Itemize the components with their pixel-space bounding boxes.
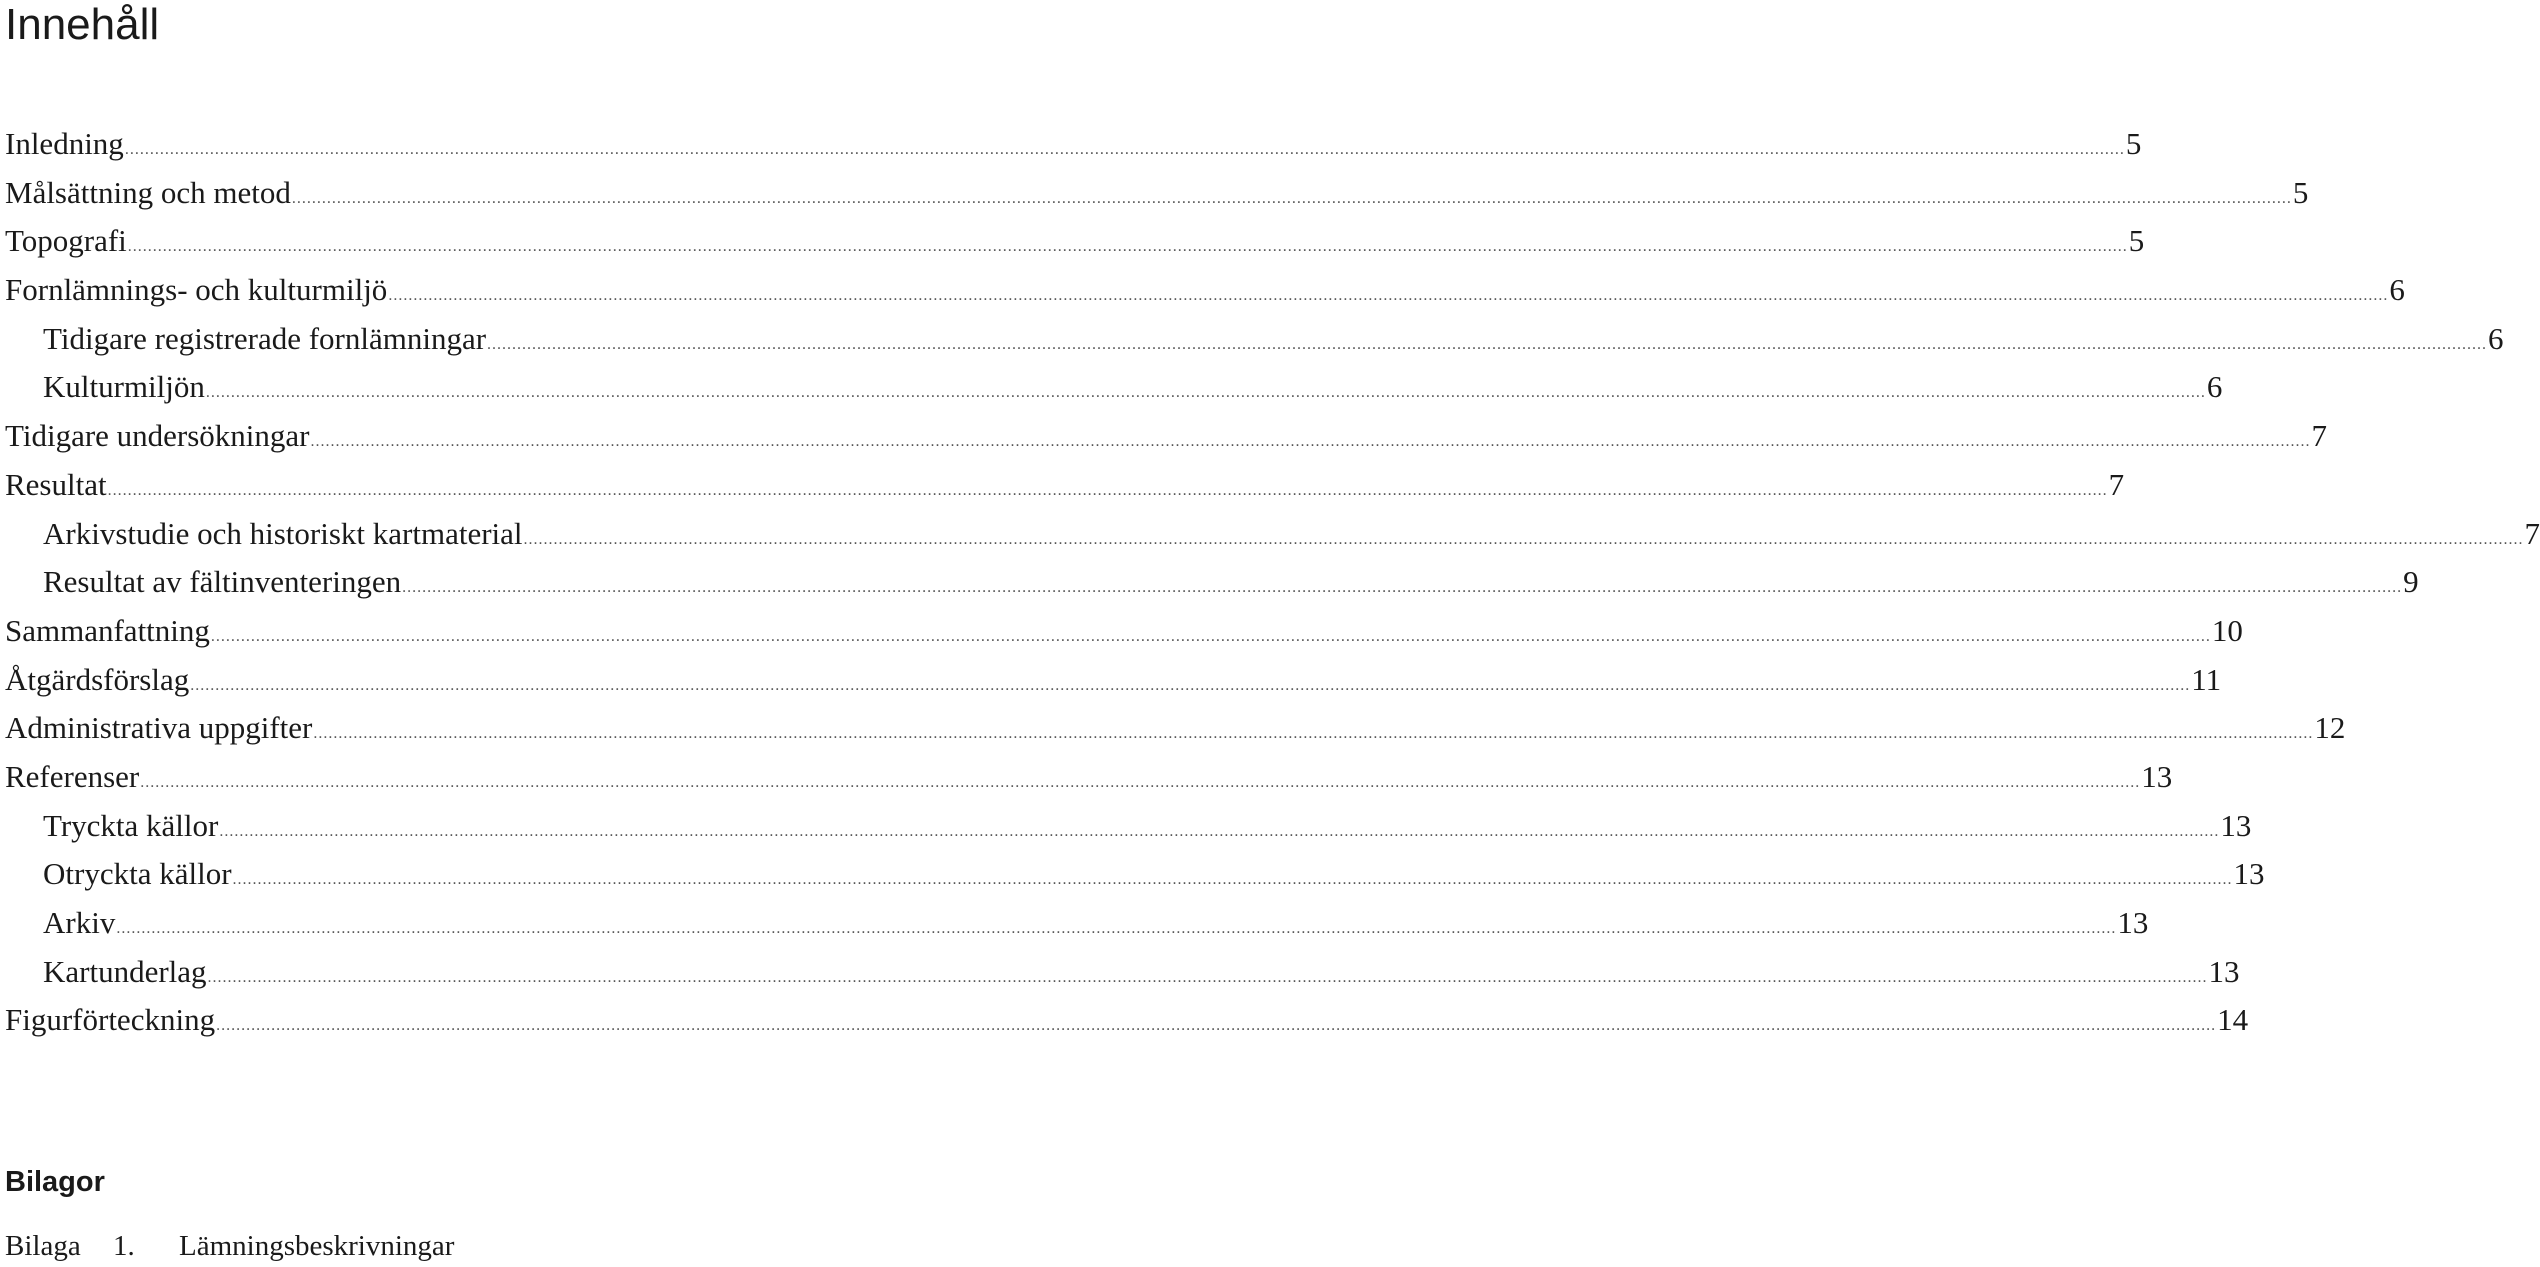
toc-entry-page-number: 7 xyxy=(2108,466,2125,502)
appendix-item-label: Bilaga xyxy=(5,1230,81,1262)
page-title: Innehåll xyxy=(5,0,160,49)
toc-entry[interactable] xyxy=(0,704,2346,753)
toc-dot-leader: ................................................................................................................................................................................................................................................................................................................................................................................................................ xyxy=(140,773,2141,791)
toc-entry-page-number: 7 xyxy=(2311,418,2328,454)
toc-entry-page-number: 10 xyxy=(2211,612,2243,648)
toc-subentry[interactable] xyxy=(0,315,2504,364)
toc-dot-leader: ................................................................................................................................................................................................................................................................................................................................................................................................................ xyxy=(107,481,2108,499)
toc-entry[interactable] xyxy=(0,753,2173,802)
table-of-contents xyxy=(0,120,2540,1045)
toc-entry-page-number: 13 xyxy=(2233,856,2265,892)
toc-subentry[interactable] xyxy=(0,948,2240,997)
toc-entry-page-number: 6 xyxy=(2488,320,2504,356)
toc-entry[interactable] xyxy=(0,656,2222,705)
toc-entry-label: Inledning xyxy=(5,126,124,161)
toc-entry[interactable] xyxy=(0,607,2243,656)
toc-entry-page-number: 6 xyxy=(2206,369,2223,405)
toc-subentry[interactable] xyxy=(0,802,2252,851)
toc-entry-label: Tryckta källor xyxy=(43,807,219,843)
toc-dot-leader: ................................................................................................................................................................................................................................................................................................................................................................................................................ xyxy=(116,920,2117,937)
toc-dot-leader: ................................................................................................................................................................................................................................................................................................................................................................................................................ xyxy=(124,141,2125,158)
toc-dot-leader: ................................................................................................................................................................................................................................................................................................................................................................................................................ xyxy=(127,238,2128,256)
toc-entry-page-number: 9 xyxy=(2403,564,2419,600)
toc-dot-leader: ................................................................................................................................................................................................................................................................................................................................................................................................................ xyxy=(402,579,2403,597)
toc-entry-label: Resultat xyxy=(5,466,107,502)
toc-dot-leader: ................................................................................................................................................................................................................................................................................................................................................................................................................ xyxy=(207,968,2208,986)
appendix-item-number: 1. xyxy=(113,1230,135,1262)
toc-dot-leader: ................................................................................................................................................................................................................................................................................................................................................................................................................ xyxy=(190,676,2191,694)
toc-dot-leader: ................................................................................................................................................................................................................................................................................................................................................................................................................ xyxy=(210,627,2211,645)
toc-dot-leader: ................................................................................................................................................................................................................................................................................................................................................................................................................ xyxy=(487,335,2488,353)
toc-dot-leader: ................................................................................................................................................................................................................................................................................................................................................................................................................ xyxy=(219,822,2220,840)
toc-subentry[interactable] xyxy=(0,510,2540,559)
toc-entry-page-number: 13 xyxy=(2208,953,2240,989)
appendix-heading: Bilagor xyxy=(5,1166,105,1198)
toc-entry-page-number: 13 xyxy=(2141,758,2173,794)
appendix-item-name: Lämningsbeskrivningar xyxy=(179,1230,455,1262)
toc-entry-label: Resultat av fältinventeringen xyxy=(43,564,402,600)
toc-entry-label: Administrativa uppgifter xyxy=(5,710,313,746)
toc-subentry[interactable] xyxy=(0,850,2265,899)
toc-entry-label: Arkivstudie och historiskt kartmaterial xyxy=(43,515,523,551)
toc-entry[interactable] xyxy=(0,461,2125,510)
toc-entry-label: Topografi xyxy=(5,223,127,259)
toc-entry-label: Figurförteckning xyxy=(5,1002,216,1038)
toc-entry[interactable] xyxy=(0,217,2145,266)
toc-entry-page-number: 12 xyxy=(2314,710,2346,746)
toc-entry-label: Målsättning och metod xyxy=(5,174,291,210)
toc-entry-label: Tidigare registrerade fornlämningar xyxy=(43,320,487,356)
toc-entry-page-number: 13 xyxy=(2220,807,2252,843)
toc-dot-leader: ................................................................................................................................................................................................................................................................................................................................................................................................................ xyxy=(232,871,2233,889)
toc-dot-leader: ................................................................................................................................................................................................................................................................................................................................................................................................................ xyxy=(313,725,2314,743)
toc-entry-label: Kartunderlag xyxy=(43,953,207,989)
toc-entry-page-number: 5 xyxy=(2128,223,2145,259)
toc-entry-page-number: 7 xyxy=(2524,515,2540,551)
toc-entry[interactable] xyxy=(0,412,2328,461)
toc-dot-leader: ................................................................................................................................................................................................................................................................................................................................................................................................................ xyxy=(216,1017,2217,1035)
toc-dot-leader: ................................................................................................................................................................................................................................................................................................................................................................................................................ xyxy=(205,384,2206,402)
toc-entry-label: Kulturmiljön xyxy=(43,369,205,405)
toc-entry-page-number: 13 xyxy=(2117,905,2149,940)
toc-entry-page-number: 6 xyxy=(2389,272,2405,308)
toc-dot-leader: ................................................................................................................................................................................................................................................................................................................................................................................................................ xyxy=(388,287,2389,305)
toc-entry-label: Tidigare undersökningar xyxy=(5,418,310,454)
toc-entry-label: Otryckta källor xyxy=(43,856,232,892)
toc-entry-label: Fornlämnings- och kulturmiljö xyxy=(5,272,388,308)
toc-dot-leader: ................................................................................................................................................................................................................................................................................................................................................................................................................ xyxy=(291,189,2292,207)
toc-entry-label: Åtgärdsförslag xyxy=(5,661,190,697)
toc-entry[interactable] xyxy=(0,996,2249,1045)
toc-entry-page-number: 11 xyxy=(2191,661,2222,697)
toc-entry-page-number: 5 xyxy=(2125,126,2142,161)
toc-entry-label: Referenser xyxy=(5,758,140,794)
toc-entry-label: Arkiv xyxy=(43,905,116,940)
toc-dot-leader: ................................................................................................................................................................................................................................................................................................................................................................................................................ xyxy=(523,530,2524,548)
toc-entry-page-number: 14 xyxy=(2217,1002,2249,1038)
toc-entry-label: Sammanfattning xyxy=(5,612,210,648)
toc-dot-leader: ................................................................................................................................................................................................................................................................................................................................................................................................................ xyxy=(310,433,2311,451)
toc-entry[interactable] xyxy=(0,120,2142,169)
toc-subentry[interactable] xyxy=(0,363,2223,412)
toc-entry-page-number: 5 xyxy=(2292,174,2309,210)
toc-entry[interactable] xyxy=(0,169,2309,218)
appendix-item xyxy=(5,1226,454,1266)
toc-subentry[interactable] xyxy=(0,899,2149,948)
toc-entry[interactable] xyxy=(0,266,2405,315)
toc-subentry[interactable] xyxy=(0,558,2419,607)
